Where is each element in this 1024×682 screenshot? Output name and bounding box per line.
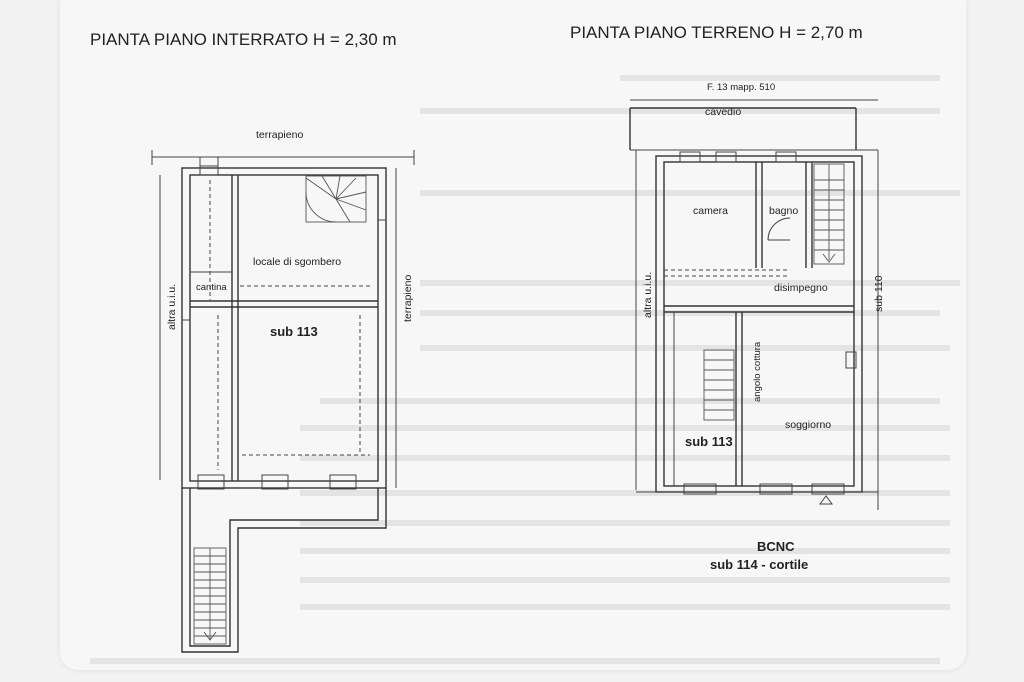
sub-110-label: sub 110 <box>873 275 885 312</box>
left-plan-title: PIANTA PIANO INTERRATO H = 2,30 m <box>90 30 397 49</box>
room-disimpegno: disimpegno <box>774 282 828 294</box>
room-cavedio: cavedio <box>705 106 742 118</box>
right-plan-walls <box>630 100 878 510</box>
sub-114-cortile-label: sub 114 - cortile <box>710 557 809 572</box>
room-cantina: cantina <box>196 282 227 293</box>
right-plan-stair-top <box>814 164 844 264</box>
right-plan-title: PIANTA PIANO TERRENO H = 2,70 m <box>570 23 863 42</box>
room-angolo-cottura: angolo cottura <box>752 341 763 402</box>
bcnc-label: BCNC <box>757 539 795 554</box>
room-locale-di-sgombero: locale di sgombero <box>253 256 342 268</box>
left-unit-label: sub 113 <box>270 324 318 339</box>
right-unit-label: sub 113 <box>685 434 733 449</box>
right-plan-stair-bottom <box>704 350 734 420</box>
terrapieno-right-label: terrapieno <box>402 274 414 322</box>
left-plan-altra-uiu-label: altra u.i.u. <box>166 283 178 330</box>
background-bleed <box>90 75 960 664</box>
right-plan-altra-uiu-label: altra u.i.u. <box>642 271 654 318</box>
parcel-reference: F. 13 mapp. 510 <box>707 82 776 93</box>
room-camera: camera <box>693 205 729 217</box>
room-soggiorno: soggiorno <box>785 419 832 431</box>
terrapieno-top-label: terrapieno <box>256 129 304 141</box>
room-bagno: bagno <box>769 205 799 217</box>
